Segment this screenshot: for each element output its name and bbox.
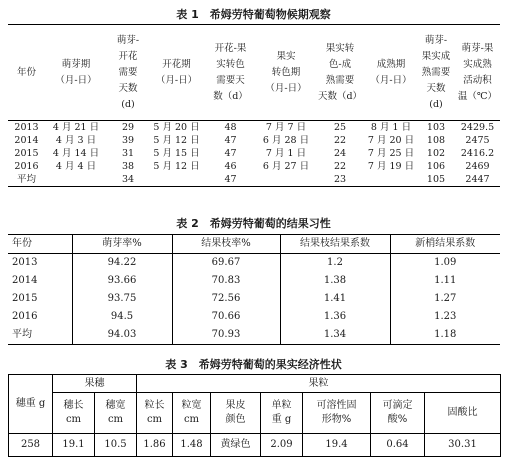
- t2-cell: 2015: [12, 293, 38, 304]
- t3-cell: 1.48: [173, 434, 211, 457]
- table2-header-row: [8, 235, 500, 254]
- t1-cell: 2016: [14, 161, 39, 172]
- t1-cell: 47: [224, 148, 237, 159]
- t3-cell: 1.86: [137, 434, 173, 457]
- t1-cell: 108: [426, 135, 446, 146]
- t2-cell: 94.22: [72, 254, 172, 273]
- fruit-traits-table: [8, 374, 501, 457]
- t1-cell: 5 月 15 日: [153, 148, 200, 159]
- t1-cell: 34: [107, 173, 149, 187]
- t2-header-fruiting-shoot-coef: 结果枝结果系数: [280, 235, 390, 254]
- table-row: [8, 290, 500, 308]
- t1-cell: 5 月 12 日: [153, 161, 200, 172]
- table-row: [8, 326, 500, 345]
- t1-cell: 46: [224, 161, 237, 172]
- t1-cell: 4 月 21 日: [52, 122, 100, 133]
- table-row: [9, 434, 501, 457]
- t3-cell: 10.5: [95, 434, 137, 457]
- table3-sub-header-row: [9, 393, 501, 434]
- t3-header-cluster-group: 果穗: [53, 375, 137, 393]
- table3-group-header-row: [9, 375, 501, 393]
- t1-cell: 31: [121, 148, 135, 159]
- t3-cell: 0.64: [371, 434, 425, 457]
- t2-header-new-shoot-coef: 新梢结果系数: [390, 235, 500, 254]
- t1-header-bloom-to-veraison-days: 开花-果 实转色 需要天 数（d）: [204, 25, 257, 121]
- table2-caption: 表 2 希姆劳特葡萄的结果习性: [176, 217, 331, 230]
- t1-cell: 48: [224, 122, 237, 133]
- t1-cell: 39: [121, 135, 135, 146]
- t3-cell: 19.4: [303, 434, 371, 457]
- t2-cell: 平均: [8, 326, 72, 345]
- t1-cell: 22: [333, 135, 347, 146]
- t1-header-veraison-date: 果实 转色期 （月-日）: [257, 25, 315, 121]
- t1-cell: 47: [204, 173, 257, 187]
- t3-header-cluster-weight: 穗重 g: [9, 375, 53, 434]
- fruiting-habit-table: [8, 234, 500, 345]
- t1-header-active-temp: 萌芽-果 实成熟 活动积 温（℃）: [455, 25, 500, 121]
- t3-header-solid-acid-ratio: 固酸比: [425, 393, 501, 434]
- t2-cell: 70.66: [172, 308, 280, 326]
- t2-cell: 70.83: [172, 272, 280, 290]
- t1-header-veraison-to-ripe-days: 果实转 色-成 熟需要 天数（d）: [315, 25, 365, 121]
- t1-cell: 5 月 20 日: [153, 122, 200, 133]
- table1-caption: 表 1 希姆劳特葡萄物候期观察: [176, 8, 331, 21]
- t1-header-ripening-date: 成熟期 （月-日）: [365, 25, 417, 121]
- t2-cell: 1.18: [390, 326, 500, 345]
- t1-header-bud-to-bloom-days: 萌芽- 开花 需要 天数 (d): [107, 25, 149, 121]
- t1-cell: [257, 173, 315, 187]
- t2-cell: 1.38: [280, 272, 390, 290]
- t3-header-soluble-solids: 可溶性固 形物%: [303, 393, 371, 434]
- t1-cell: 平均: [8, 173, 45, 187]
- phenology-table: [8, 24, 500, 187]
- t3-header-berry-weight: 单粒 重 g: [261, 393, 303, 434]
- t1-cell: 4 月 14 日: [52, 148, 100, 159]
- t1-cell: 5 月 12 日: [153, 135, 200, 146]
- t1-cell: 7 月 25 日: [367, 148, 415, 159]
- t3-cell: 30.31: [425, 434, 501, 457]
- t3-cell: 19.1: [53, 434, 95, 457]
- t1-cell: 4 月 3 日: [55, 135, 97, 146]
- t2-cell: 94.5: [72, 308, 172, 326]
- t2-cell: 1.41: [280, 290, 390, 308]
- table1-header-row: [8, 25, 500, 121]
- t3-header-cluster-length: 穗长 cm: [53, 393, 95, 434]
- table-row: [8, 272, 500, 290]
- t1-cell: [365, 173, 417, 187]
- t1-cell: 2014: [14, 135, 39, 146]
- t2-header-fruiting-shoot-rate: 结果枝率%: [172, 235, 280, 254]
- t2-cell: 2014: [12, 275, 38, 286]
- t1-cell: 2429.5: [460, 122, 495, 133]
- t1-cell: 2469: [465, 161, 490, 172]
- t2-cell: 2013: [12, 257, 38, 268]
- table-row: [8, 121, 500, 135]
- t2-cell: 1.27: [390, 290, 500, 308]
- t1-cell: 6 月 27 日: [262, 161, 310, 172]
- t1-cell: 105: [417, 173, 455, 187]
- t2-cell: 94.03: [72, 326, 172, 345]
- t1-cell: 25: [333, 122, 347, 133]
- t1-cell: [149, 173, 204, 187]
- t1-cell: 2447: [455, 173, 500, 187]
- t1-cell: 2475: [465, 135, 490, 146]
- t3-header-skin-color: 果皮 颜色: [211, 393, 261, 434]
- t3-header-cluster-width: 穗宽 cm: [95, 393, 137, 434]
- t3-header-titratable-acid: 可滴定 酸%: [371, 393, 425, 434]
- t1-header-bud-to-ripe-days: 萌芽- 果实成 熟需要 天数 (d): [417, 25, 455, 121]
- t1-cell: 8 月 1 日: [370, 122, 412, 133]
- table-row: [8, 173, 500, 187]
- table-row: [8, 160, 500, 173]
- t1-cell: 106: [426, 161, 446, 172]
- t1-cell: 38: [121, 161, 135, 172]
- t1-cell: 2416.2: [460, 148, 495, 159]
- t2-cell: 1.34: [280, 326, 390, 345]
- t2-cell: 72.56: [172, 290, 280, 308]
- t1-cell: 23: [315, 173, 365, 187]
- t1-header-year: 年份: [8, 25, 45, 121]
- t1-cell: 7 月 20 日: [367, 135, 415, 146]
- t2-header-budding-rate: 萌芽率%: [72, 235, 172, 254]
- t2-cell: 2016: [12, 311, 38, 322]
- t3-header-berry-width: 粒宽 cm: [173, 393, 211, 434]
- t2-cell: 1.09: [390, 254, 500, 273]
- t3-cell: 黄绿色: [211, 434, 261, 457]
- t1-cell: 6 月 28 日: [262, 135, 310, 146]
- t2-cell: 69.67: [172, 254, 280, 273]
- t1-cell: 103: [426, 122, 446, 133]
- table-row: [8, 147, 500, 160]
- table-row: [8, 254, 500, 273]
- t2-cell: 70.93: [172, 326, 280, 345]
- t2-cell: 1.11: [390, 272, 500, 290]
- t1-cell: 22: [333, 161, 347, 172]
- t2-cell: 1.23: [390, 308, 500, 326]
- t2-cell: 93.66: [72, 272, 172, 290]
- t1-cell: 102: [426, 148, 446, 159]
- t3-cell: 2.09: [261, 434, 303, 457]
- t3-header-berry-length: 粒长 cm: [137, 393, 173, 434]
- t1-cell: 29: [121, 122, 135, 133]
- t2-cell: 1.36: [280, 308, 390, 326]
- t2-cell: 1.2: [280, 254, 390, 273]
- t1-cell: 7 月 19 日: [367, 161, 415, 172]
- t1-cell: 7 月 1 日: [265, 148, 307, 159]
- table-row: [8, 308, 500, 326]
- t3-header-berry-group: 果粒: [137, 375, 501, 393]
- t1-header-bloom-date: 开花期 （月-日）: [149, 25, 204, 121]
- t1-cell: 47: [224, 135, 237, 146]
- table3-caption: 表 3 希姆劳特葡萄的果实经济性状: [165, 358, 342, 371]
- t1-cell: 7 月 7 日: [265, 122, 307, 133]
- t1-header-budding-date: 萌芽期 （月-日）: [45, 25, 107, 121]
- t1-cell: [45, 173, 107, 187]
- t3-cell: 258: [9, 434, 53, 457]
- table-row: [8, 134, 500, 147]
- t2-header-year: 年份: [8, 235, 72, 254]
- t1-cell: 24: [333, 148, 347, 159]
- t1-cell: 2015: [14, 148, 39, 159]
- t1-cell: 2013: [14, 122, 39, 133]
- t1-cell: 4 月 4 日: [55, 161, 97, 172]
- t2-cell: 93.75: [72, 290, 172, 308]
